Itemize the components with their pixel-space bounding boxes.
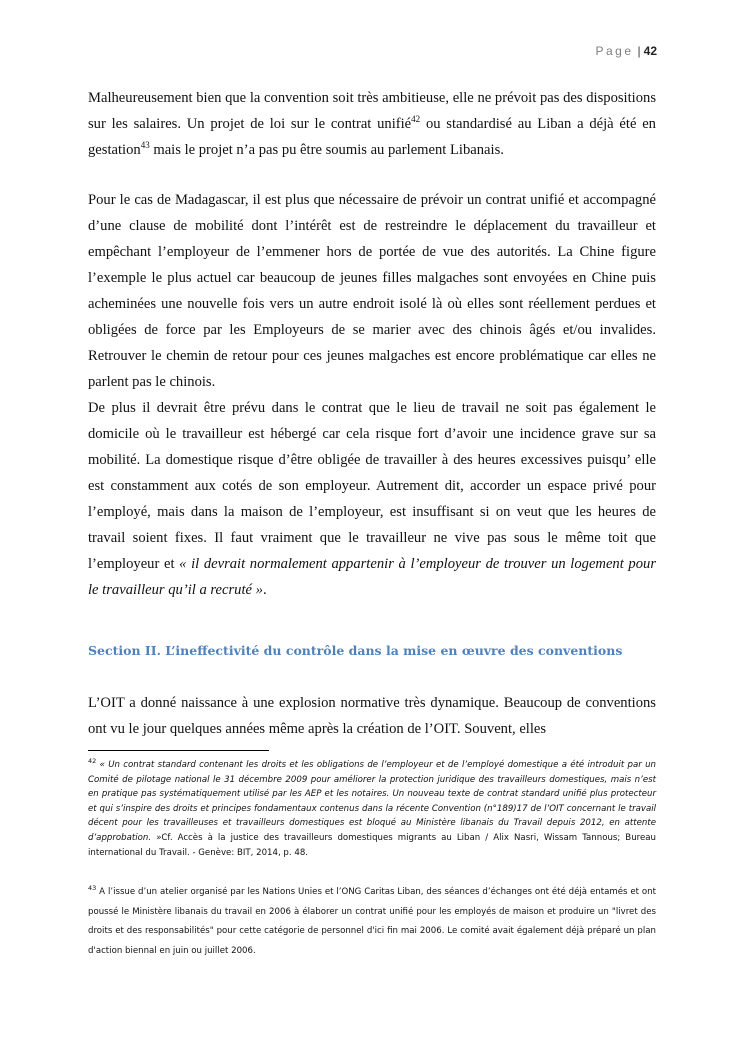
paragraph-madagascar: Pour le cas de Madagascar, il est plus que nécessaire de prévoir un contrat unifié et accompagné d’une clause de mobilité dont l’intérêt est de restreindre le déplacement du travailleur et empêchant l’employeur de l’emmener hors de portée de vue des autorités. La Chine figure l’exemple le plus actuel car beaucoup de jeunes filles malgaches sont envoyées en Chine puis acheminées une nouvelle fois vers un autre endroit isolé là où elles sont réellement perdues et obligées de force par les Employeurs de se marier avec des chinois âgés et/ou invalides. Retrouver le chemin de retour pour ces jeunes malgaches est encore problématique car elles ne parlent pas le chinois. xyxy=(88,192,656,390)
quotation: « il devrait normalement appartenir à l’employeur de trouver un logement pour le travailleur qu’il a recruté » xyxy=(88,556,656,598)
page-label: Page xyxy=(595,44,634,58)
paragraph-text: Malheureusement bien que la convention soit très ambitieuse, elle ne prévoit pas des dispositions sur les salaires. Un projet de loi sur le contrat unifié xyxy=(88,90,656,132)
paragraph-salaries xyxy=(88,85,656,163)
footnote-ref-42[interactable]: 42 xyxy=(411,114,421,124)
footnote-42 xyxy=(88,758,656,860)
paragraph-text: mais le projet n’a pas pu être soumis au parlement Libanais. xyxy=(149,142,504,158)
footnote-text: A l’issue d’un atelier organisé par les Nations Unies et l’ONG Caritas Liban, des séances d’échanges ont été déjà entamés et ont poussé le Ministère libanais du travail en 2006 à élaborer un contrat unifié pour les employés de maison et produire un "livret des droits et des responsabilités" pour cette catégorie de personnel d'ici fin mai 2006. Le comité avait également déjà préparé un plan d'action biennal en juin ou juillet 2006. xyxy=(88,887,656,956)
paragraph-text: ou standardisé au Liban a déjà été en gestation xyxy=(88,116,656,158)
header-separator: | xyxy=(637,44,641,58)
footnote-number: 42 xyxy=(88,757,97,765)
footnote-citation: Cf. Accès à la justice des travailleurs domestiques migrants au Liban / Alix Nasri, Wissam Tannous; Bureau international du Travail. - Genève: BIT, 2014, p. 48. xyxy=(88,832,656,858)
section-heading: Section II. L’ineffectivité du contrôle dans la mise en œuvre des conventions xyxy=(88,643,623,658)
footnote-quote: « Un contrat standard contenant les droits et les obligations de l’employeur et de l’employé domestique a été introduit par un Comité de pilotage national le 31 décembre 2009 pour améliorer la protection juridique des travailleurs domestiques, mais n’est en pratique pas systématiquement utilisé par les AEP et les notaires. Un nouveau texte de contrat standard unifié plus protecteur et qui s’inspire des droits et principes fondamentaux contenus dans la récente Convention (n°189)17 de l’OIT concernant le travail décent pour les travailleuses et travailleurs domestiques est bloqué au Ministère libanais du Travail depuis 2012, en attente d’approbation. » xyxy=(88,760,656,843)
paragraph-oit: L’OIT a donné naissance à une explosion normative très dynamique. Beaucoup de conventions ont vu le jour quelques années même après la création de l’OIT. Souvent, elles xyxy=(88,695,656,737)
page-header xyxy=(595,44,657,58)
paragraph-end: . xyxy=(262,582,267,598)
footnote-43 xyxy=(88,883,656,961)
footnote-separator xyxy=(88,750,269,751)
page-number: 42 xyxy=(643,44,657,58)
paragraph-text: De plus il devrait être prévu dans le contrat que le lieu de travail ne soit pas également le domicile où le travailleur est hébergé car cela risque fort d’avoir une incidence grave sur sa mobilité. La domestique risque d’être obligée de travailler à des heures excessives puisqu’ elle est constamment aux cotés de son employeur. Autrement dit, accorder un espace privé pour l’employé, mais dans la maison de l’employeur, est insuffisant si on veut que les heures de travail soient fixes. Il faut vraiment que le travailleur ne vive pas sous le même toit que l’employeur et xyxy=(88,400,656,572)
footnote-ref-43[interactable]: 43 xyxy=(140,140,150,150)
footnote-number: 43 xyxy=(88,884,97,892)
paragraph-workplace xyxy=(88,395,656,603)
